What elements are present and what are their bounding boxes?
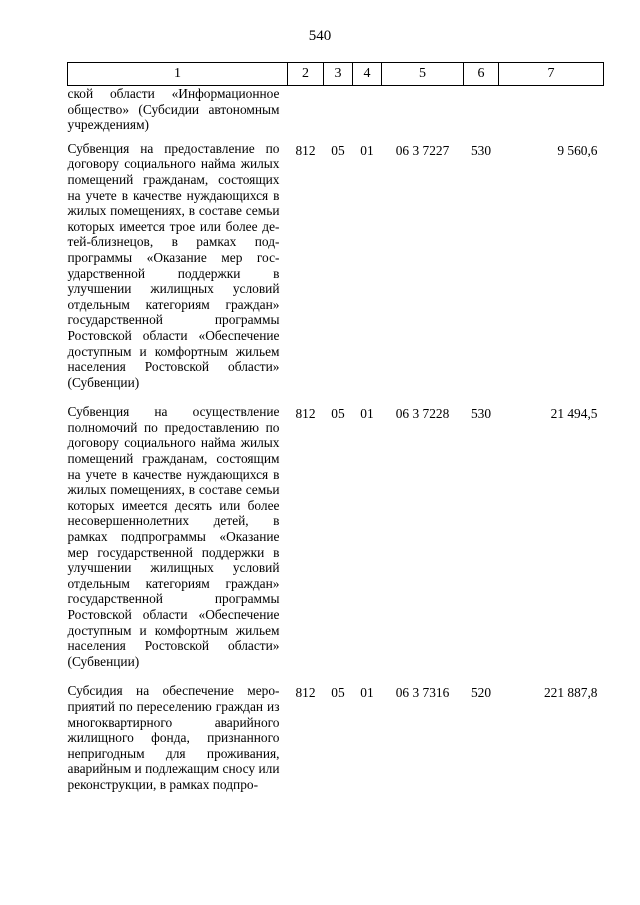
row-gr-cell: 812 (295, 142, 316, 158)
row-spacer (68, 669, 604, 683)
row-name-cell: Субвенция на предоставление по договору социального найма жилых помещений гражданам, состоящих на учете в качестве нуждающихся в жилых помещениях, в составе семьи которых имеется трое или более детей-близнецов, в рамках подпрограммы «Оказание мер государственной поддержки в улучшении жилищных условий отдельным категориям граждан» государственной программы Ростовской области «Обеспечение доступным и комфортным жильем населения Ростовской области» (Субвенции) (67, 140, 280, 390)
row-vr-cell: 530 (470, 142, 492, 158)
row-gr-cell: 812 (295, 685, 316, 701)
page-number: 540 (308, 28, 332, 44)
row-sum-cell: 221 887,8 (543, 685, 598, 701)
row-vr-cell: 520 (470, 685, 492, 701)
row-csr-cell (382, 86, 464, 133)
row-sum-cell: 9 560,6 (557, 142, 598, 158)
row-rz-cell: 05 (331, 406, 345, 422)
row-pr-cell (353, 86, 382, 133)
row-gr-cell: 812 (295, 406, 316, 422)
budget-table (67, 62, 604, 793)
row-rz-cell: 05 (331, 142, 345, 158)
row-pr-cell: 01 (360, 685, 374, 701)
row-spacer (68, 133, 604, 141)
column-header: 3 (324, 63, 353, 86)
row-spacer (68, 390, 604, 404)
table-row (68, 141, 604, 391)
row-rz-cell (324, 86, 353, 133)
column-header: 5 (382, 63, 464, 86)
row-name-cell: Субвенция на осуществление полномочий по предоставлению по договору социального найма жилых помещений гражданам, состоящим на учете в качестве нуждающихся в жилых помещениях, в составе семьи которых имеется десять или более несовершеннолетних детей, в рамках подпрограммы «Оказание мер государственной поддержки в улучшении жилищных условий отдельным категориям граждан» государственной программы Ростовской области «Обеспечение доступным и комфортным жильем населения Ростовской области» (Субвенции) (67, 404, 280, 669)
row-pr-cell: 01 (360, 142, 374, 158)
row-pr-cell: 01 (360, 406, 374, 422)
row-sum-cell: 21 494,5 (550, 406, 598, 422)
table-row (68, 404, 604, 669)
row-csr-cell: 06 3 7316 (395, 685, 450, 701)
column-header: 6 (464, 63, 499, 86)
table-row (68, 86, 604, 133)
row-gr-cell (288, 86, 324, 133)
row-csr-cell: 06 3 7228 (395, 406, 450, 422)
column-header: 7 (499, 63, 604, 86)
column-header: 2 (288, 63, 324, 86)
row-name-cell: ской области «Информационное общество» (Субсидии автономным учреждениям) (67, 86, 280, 133)
row-name-cell: Субсидия на обеспечение мероприятий по переселению граждан из многоквартирного аварийного жилищного фонда, признанного непригодным для проживания, аварийным и подлежащим сносу или реконструкции, в рамках подпро- (67, 683, 280, 792)
row-rz-cell: 05 (331, 685, 345, 701)
row-vr-cell (464, 86, 499, 133)
column-header: 4 (353, 63, 382, 86)
row-vr-cell: 530 (470, 406, 492, 422)
row-sum-cell (499, 86, 604, 133)
table-row (68, 683, 604, 792)
row-csr-cell: 06 3 7227 (395, 142, 450, 158)
table-header-row (68, 63, 604, 86)
column-header: 1 (68, 63, 288, 86)
